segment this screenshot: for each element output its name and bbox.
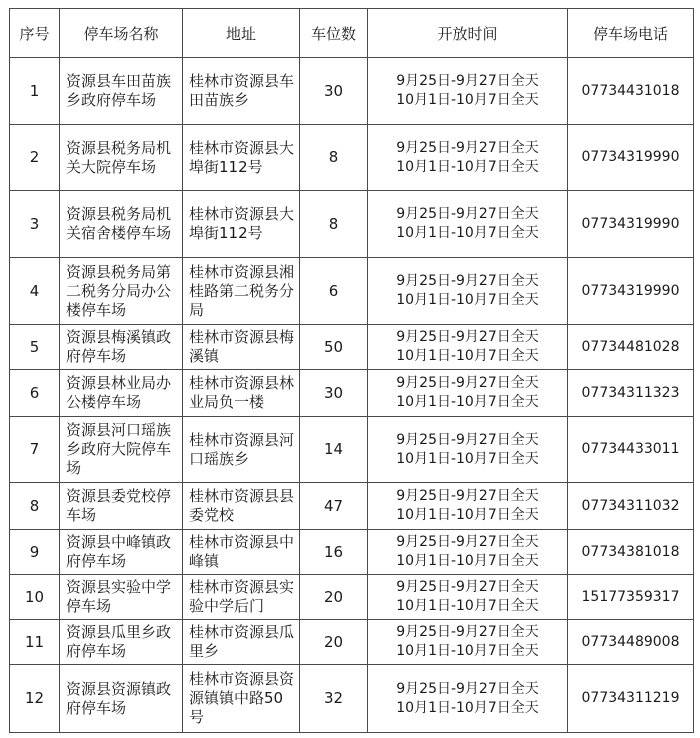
open-time-line-1: 9月25日-9月27日全天 [396,534,539,550]
open-time-line-2: 10月1日-10月7日全天 [396,348,539,364]
parking-space-count: 6 [300,258,368,325]
open-time-cell [368,417,568,483]
open-time-line-2: 10月1日-10月7日全天 [396,699,539,716]
parking-lot-address: 桂林市资源县梅溪镇 [183,325,300,370]
parking-lot-name: 资源县税务局机关宿舍楼停车场 [60,191,183,258]
table-row [10,530,694,575]
table-row [10,125,694,191]
table-row [10,325,694,370]
parking-lot-address: 桂林市资源县河口瑶族乡 [183,417,300,483]
parking-lot-phone: 15177359317 [568,575,694,620]
open-time-line-2: 10月1日-10月7日全天 [396,553,539,569]
row-index: 11 [10,620,60,665]
parking-space-count: 8 [300,125,368,191]
open-time-cell [368,530,568,575]
open-time-line-1: 9月25日-9月27日全天 [396,273,539,289]
table-header-row [10,9,694,58]
open-time-cell [368,125,568,191]
parking-space-count: 20 [300,620,368,665]
parking-lot-phone: 07734311219 [568,665,694,733]
parking-lot-phone: 07734489008 [568,620,694,665]
parking-lot-phone: 07734319990 [568,191,694,258]
parking-lot-phone: 07734311323 [568,370,694,417]
parking-lot-phone: 07734433011 [568,417,694,483]
parking-lot-address: 桂林市资源县湘桂路第二税务分局 [183,258,300,325]
table-row [10,620,694,665]
row-index: 10 [10,575,60,620]
open-time-line-1: 9月25日-9月27日全天 [396,624,539,640]
open-time-line-2: 10月1日-10月7日全天 [396,507,539,523]
row-index: 2 [10,125,60,191]
parking-lot-address: 桂林市资源县资源镇镇中路50号 [183,665,300,733]
parking-lot-address: 桂林市资源县大埠街112号 [183,125,300,191]
row-index: 8 [10,483,60,530]
table-row [10,258,694,325]
parking-lot-name: 资源县税务局机关大院停车场 [60,125,183,191]
parking-lot-address: 桂林市资源县县委党校 [183,483,300,530]
header-index: 序号 [10,9,60,58]
open-time-line-2: 10月1日-10月7日全天 [396,225,539,241]
parking-lot-name: 资源县车田苗族乡政府停车场 [60,58,183,125]
parking-space-count: 14 [300,417,368,483]
parking-lot-phone: 07734319990 [568,125,694,191]
open-time-line-1: 9月25日-9月27日全天 [396,680,539,697]
parking-lot-address: 桂林市资源县大埠街112号 [183,191,300,258]
parking-lot-name: 资源县林业局办公楼停车场 [60,370,183,417]
open-time-line-2: 10月1日-10月7日全天 [396,92,539,108]
row-index: 6 [10,370,60,417]
open-time-line-1: 9月25日-9月27日全天 [396,139,539,156]
header-phone: 停车场电话 [568,9,694,58]
open-time-cell [368,483,568,530]
open-time-cell [368,191,568,258]
open-time-line-1: 9月25日-9月27日全天 [396,73,539,89]
parking-lot-name: 资源县资源镇政府停车场 [60,665,183,733]
open-time-line-1: 9月25日-9月27日全天 [396,375,539,391]
parking-space-count: 16 [300,530,368,575]
parking-lot-name: 资源县中峰镇政府停车场 [60,530,183,575]
open-time-cell [368,370,568,417]
parking-lot-phone: 07734431018 [568,58,694,125]
open-time-line-2: 10月1日-10月7日全天 [396,450,539,467]
header-open-time: 开放时间 [368,9,568,58]
parking-lot-name: 资源县梅溪镇政府停车场 [60,325,183,370]
header-name: 停车场名称 [60,9,183,58]
parking-lot-table [9,8,694,733]
parking-lot-address: 桂林市资源县林业局负一楼 [183,370,300,417]
table-row [10,665,694,733]
table-row [10,191,694,258]
open-time-line-2: 10月1日-10月7日全天 [396,292,539,308]
table-row [10,370,694,417]
open-time-cell [368,620,568,665]
parking-lot-phone: 07734381018 [568,530,694,575]
parking-lot-address: 桂林市资源县车田苗族乡 [183,58,300,125]
parking-lot-name: 资源县河口瑶族乡政府大院停车场 [60,417,183,483]
table-row [10,58,694,125]
parking-space-count: 47 [300,483,368,530]
parking-space-count: 20 [300,575,368,620]
open-time-cell [368,575,568,620]
row-index: 3 [10,191,60,258]
parking-lot-phone: 07734319990 [568,258,694,325]
open-time-line-1: 9月25日-9月27日全天 [396,329,539,345]
row-index: 1 [10,58,60,125]
parking-space-count: 8 [300,191,368,258]
open-time-cell [368,258,568,325]
row-index: 9 [10,530,60,575]
open-time-line-1: 9月25日-9月27日全天 [396,431,539,448]
parking-lot-address: 桂林市资源县实验中学后门 [183,575,300,620]
parking-space-count: 50 [300,325,368,370]
row-index: 7 [10,417,60,483]
row-index: 5 [10,325,60,370]
parking-lot-address: 桂林市资源县中峰镇 [183,530,300,575]
open-time-line-2: 10月1日-10月7日全天 [396,394,539,410]
header-spaces: 车位数 [300,9,368,58]
row-index: 4 [10,258,60,325]
parking-lot-phone: 07734311032 [568,483,694,530]
parking-space-count: 30 [300,58,368,125]
table-body [10,58,694,733]
table-row [10,575,694,620]
open-time-cell [368,665,568,733]
parking-lot-phone: 07734481028 [568,325,694,370]
parking-lot-address: 桂林市资源县瓜里乡 [183,620,300,665]
open-time-line-1: 9月25日-9月27日全天 [396,488,539,504]
parking-lot-name: 资源县委党校停车场 [60,483,183,530]
open-time-cell [368,325,568,370]
row-index: 12 [10,665,60,733]
header-address: 地址 [183,9,300,58]
open-time-line-1: 9月25日-9月27日全天 [396,206,539,222]
table-row [10,483,694,530]
open-time-cell [368,58,568,125]
open-time-line-1: 9月25日-9月27日全天 [396,579,539,595]
table-row [10,417,694,483]
parking-lot-name: 资源县税务局第二税务分局办公楼停车场 [60,258,183,325]
parking-space-count: 32 [300,665,368,733]
open-time-line-2: 10月1日-10月7日全天 [396,158,539,175]
parking-lot-name: 资源县瓜里乡政府停车场 [60,620,183,665]
open-time-line-2: 10月1日-10月7日全天 [396,643,539,659]
parking-lot-name: 资源县实验中学停车场 [60,575,183,620]
parking-space-count: 30 [300,370,368,417]
open-time-line-2: 10月1日-10月7日全天 [396,598,539,614]
